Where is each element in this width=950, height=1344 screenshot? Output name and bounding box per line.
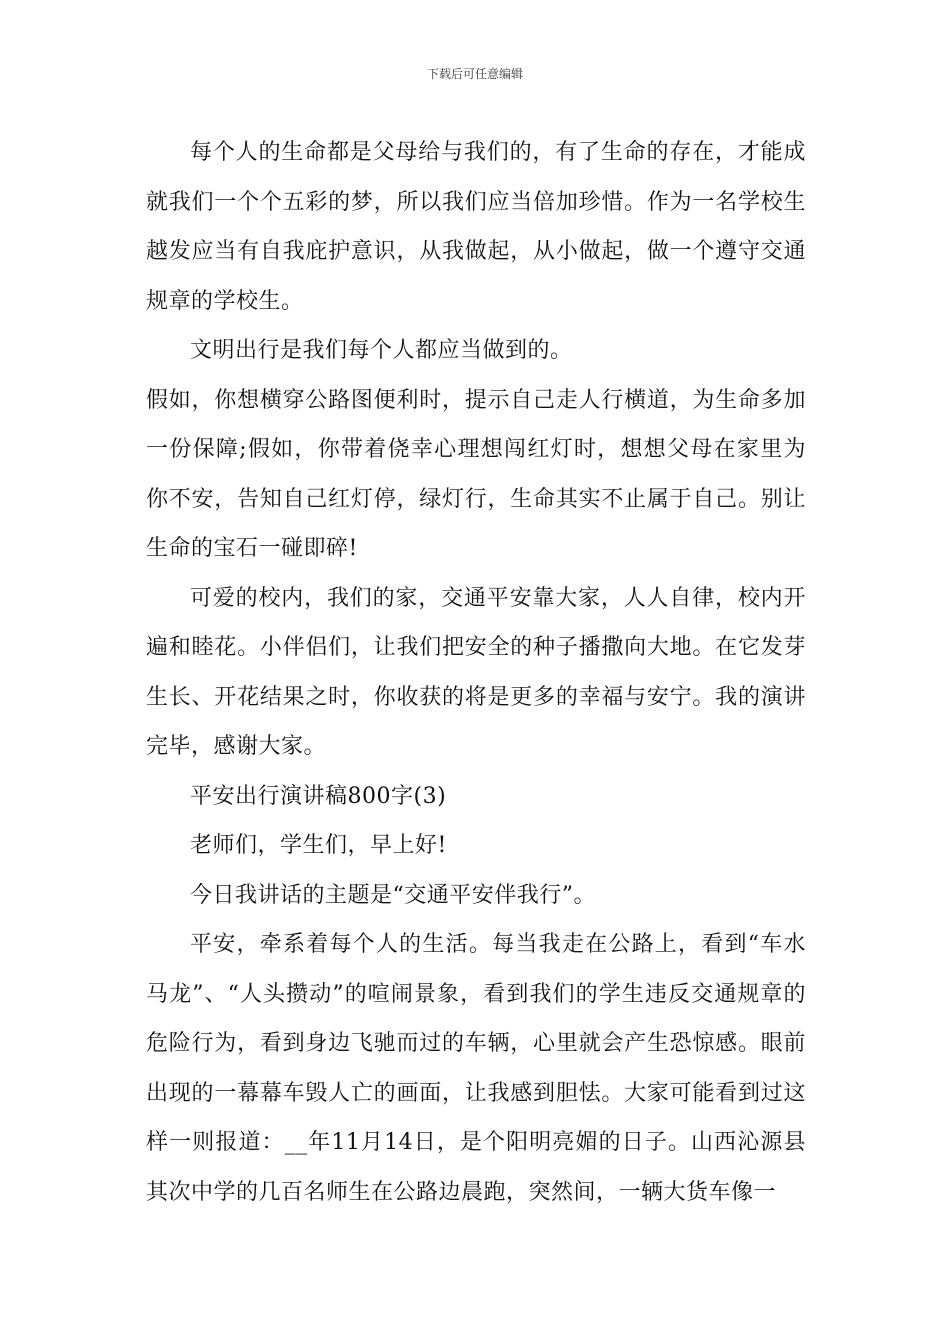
paragraph-safety-story: 平安，牵系着每个人的生活。每当我走在公路上，看到“车水马龙”、“人头攒动”的喧闹景象，看到我们的学生违反交通规章的危险行为，看到身边飞驰而过的车辆，心里就会产生恐惊感。眼前出现的一幕幕车毁人亡的画面，让我感到胆怯。大家可能看到过这样一则报道：__年11月14日，是个阳明亮媚的日子。山西沁源县其次中学的几百名师生在公路边晨跑，突然间，一辆大货车像一 <box>146 932 806 1205</box>
document-body <box>146 128 806 1217</box>
paragraph-cherish-life: 每个人的生命都是父母给与我们的，有了生命的存在，才能成就我们一个个五彩的梦，所以我们应当倍加珍惜。作为一名学校生越发应当有自我庇护意识，从我做起，从小做起，做一个遵守交通规章的学校生。 <box>146 140 806 314</box>
paragraph-campus-home: 可爱的校内，我们的家，交通平安靠大家，人人自律，校内开遍和睦花。小伴侣们，让我们把安全的种子播撒向大地。在它发芽生长、开花结果之时，你收获的将是更多的幸福与安宁。我的演讲完毕，感谢大家。 <box>146 585 806 759</box>
paragraph-greeting: 老师们，学生们，早上好! <box>190 833 447 858</box>
page-header: 下载后可任意编辑 <box>426 67 523 81</box>
paragraph-crossing-road: 假如，你想横穿公路图便利时，提示自己走人行横道，为生命多加一份保障;假如，你带着侥幸心理想闯红灯时，想想父母在家里为你不安，告知自己红灯停，绿灯行，生命其实不止属于自己。别让生命的宝石一碰即碎! <box>146 387 806 561</box>
paragraph-topic: 今日我讲话的主题是“交通平安伴我行”。 <box>190 882 596 908</box>
paragraph-civilized-travel: 文明出行是我们每个人都应当做到的。 <box>190 338 573 363</box>
section-title: 平安出行演讲稿800字(3) <box>190 783 447 809</box>
